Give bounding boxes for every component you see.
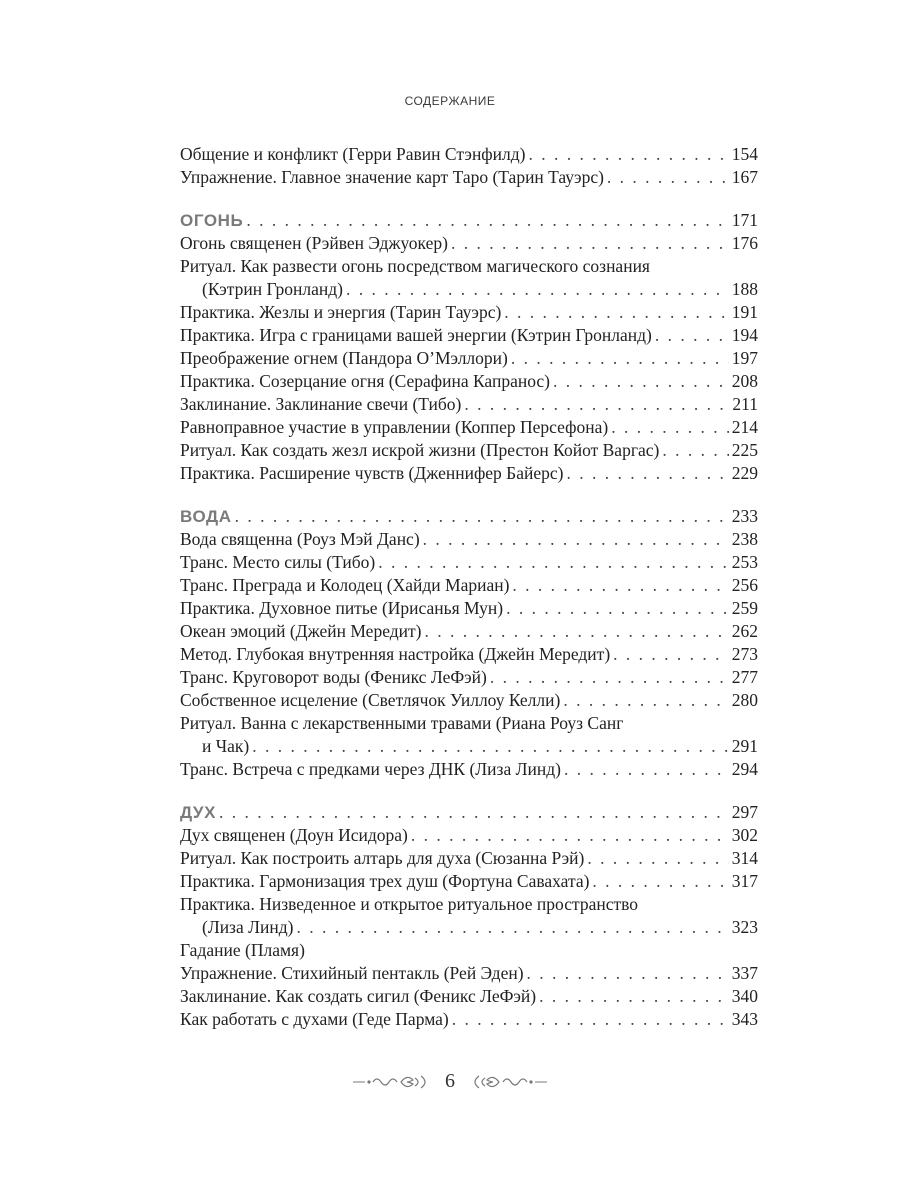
toc-entry-title: Равноправное участие в управлении (Коппер Персефона): [180, 417, 609, 437]
toc-entry: [180, 166, 758, 189]
toc-entry-title: Океан эмоций (Джейн Мередит): [180, 621, 422, 641]
dot-leader: [246, 209, 728, 232]
toc-section-heading: [180, 801, 758, 824]
toc-entry: [180, 643, 758, 666]
toc-entry: [180, 735, 758, 758]
toc-section-heading: [180, 209, 758, 232]
toc-entry: [180, 916, 758, 939]
toc-page-number: 253: [731, 552, 758, 572]
toc-entry-title: ВОДА: [180, 507, 232, 526]
dot-leader: [563, 689, 728, 712]
toc-page-number: 191: [731, 302, 758, 322]
toc-entry-title: Практика. Духовное питье (Ирисанья Мун): [180, 598, 504, 618]
toc-entry: [180, 255, 758, 278]
toc-entry-title: Ритуал. Как построить алтарь для духа (Сюзанна Рэй): [180, 848, 585, 868]
toc-page-number: 214: [731, 417, 758, 437]
toc-entry-title: Транс. Встреча с предками через ДНК (Лиза Линд): [180, 759, 561, 779]
toc-page-number: 280: [731, 690, 758, 710]
dot-leader: [655, 324, 729, 347]
toc-entry-title: Метод. Глубокая внутренняя настройка (Джейн Мередит): [180, 644, 611, 664]
toc-page-number: 343: [731, 1009, 758, 1029]
toc-entry: [180, 620, 758, 643]
toc-entry: [180, 574, 758, 597]
dot-leader: [504, 301, 728, 324]
toc-entry-title: Ритуал. Как развести огонь посредством магического сознания: [180, 256, 650, 276]
dot-leader: [539, 985, 729, 1008]
dot-leader: [346, 278, 729, 301]
toc-entry: [180, 847, 758, 870]
toc-page-number: 194: [731, 325, 758, 345]
toc-section-group: [180, 209, 758, 485]
toc-entry: [180, 528, 758, 551]
page-number: 6: [445, 1070, 455, 1092]
dot-leader: [662, 439, 728, 462]
toc-page-number: 294: [731, 759, 758, 779]
toc-entry: [180, 689, 758, 712]
toc-entry-title: Заклинание. Как создать сигил (Феникс ЛеФэй): [180, 986, 537, 1006]
left-ornament-icon: [351, 1073, 431, 1091]
toc-page-number: 291: [731, 736, 758, 756]
dot-leader: [411, 824, 729, 847]
toc-page-number: 337: [731, 963, 758, 983]
toc-page-number: 256: [731, 575, 758, 595]
toc-section-heading: [180, 505, 758, 528]
toc-page-number: 211: [732, 394, 758, 414]
toc-page-number: 259: [731, 598, 758, 618]
running-head: СОДЕРЖАНИЕ: [404, 94, 496, 108]
toc-page-number: 277: [731, 667, 758, 687]
toc-entry: [180, 462, 758, 485]
toc-page-number: 225: [731, 440, 758, 460]
toc-entry: [180, 393, 758, 416]
toc-section-group: [180, 505, 758, 781]
toc-page-number: 233: [731, 506, 758, 526]
right-ornament-icon: [469, 1073, 549, 1091]
toc-entry: [180, 597, 758, 620]
dot-leader: [506, 597, 729, 620]
toc-page-number: 262: [731, 621, 758, 641]
toc-entry-title: Общение и конфликт (Герри Равин Стэнфилд): [180, 144, 526, 164]
toc-section-group: [180, 801, 758, 1031]
toc-page-number: 167: [731, 167, 758, 187]
dot-leader: [464, 393, 729, 416]
toc-page-number: 188: [731, 279, 758, 299]
toc-page-number: 238: [731, 529, 758, 549]
dot-leader: [511, 347, 729, 370]
toc-page-number: 171: [731, 210, 758, 230]
dot-leader: [564, 758, 729, 781]
dot-leader: [587, 847, 728, 870]
dot-leader: [527, 962, 729, 985]
toc-entry: [180, 301, 758, 324]
toc-entry-title: Практика. Низведенное и открытое ритуальное пространство: [180, 894, 639, 914]
toc-entry: [180, 416, 758, 439]
toc-page-number: 154: [731, 144, 758, 164]
toc-page-number: 208: [731, 371, 758, 391]
toc-page-number: 314: [731, 848, 758, 868]
toc-entry: [180, 1008, 758, 1031]
dot-leader: [613, 643, 729, 666]
toc-entry-title: Практика. Жезлы и энергия (Тарин Тауэрс): [180, 302, 502, 322]
toc-entry-title: Транс. Место силы (Тибо): [180, 552, 376, 572]
toc-entry-title: Как работать с духами (Геде Парма): [180, 1009, 449, 1029]
toc-entry: [180, 232, 758, 255]
dot-leader: [219, 801, 729, 824]
dot-leader: [607, 166, 729, 189]
toc-page-number: 197: [731, 348, 758, 368]
toc-entry-title: ДУХ: [180, 803, 217, 822]
dot-leader: [296, 916, 728, 939]
toc-entry-title: Ритуал. Как создать жезл искрой жизни (Престон Койот Варгас): [180, 440, 660, 460]
toc-entry-title: Преображение огнем (Пандора О’Мэллори): [180, 348, 508, 368]
toc-entry-title: Практика. Созерцание огня (Серафина Капранос): [180, 371, 550, 391]
toc-page-number: 297: [731, 802, 758, 822]
dot-leader: [553, 370, 729, 393]
table-of-contents: [180, 143, 758, 1051]
toc-entry-title: Транс. Преграда и Колодец (Хайди Мариан): [180, 575, 510, 595]
toc-entry-title: ОГОНЬ: [180, 211, 244, 230]
toc-entry: [180, 939, 758, 962]
dot-leader: [378, 551, 729, 574]
dot-leader: [451, 232, 729, 255]
toc-entry-title: Заклинание. Заклинание свечи (Тибо): [180, 394, 462, 414]
dot-leader: [490, 666, 729, 689]
toc-entry-title: Вода священна (Роуз Мэй Данс): [180, 529, 420, 549]
toc-page-number: 302: [731, 825, 758, 845]
toc-entry: [180, 666, 758, 689]
toc-entry-title: Практика. Расширение чувств (Дженнифер Байерс): [180, 463, 564, 483]
toc-entry: [180, 278, 758, 301]
toc-entry-title: Гадание (Пламя): [180, 940, 305, 960]
dot-leader: [235, 505, 729, 528]
toc-page-number: 273: [731, 644, 758, 664]
dot-leader: [592, 870, 728, 893]
toc-entry-title: Собственное исцеление (Светлячок Уиллоу Келли): [180, 690, 561, 710]
dot-leader: [252, 735, 729, 758]
toc-entry-title: Практика. Игра с границами вашей энергии (Кэтрин Гронланд): [180, 325, 652, 345]
toc-page-number: 323: [731, 917, 758, 937]
toc-entry-title: Транс. Круговорот воды (Феникс ЛеФэй): [180, 667, 487, 687]
dot-leader: [566, 462, 728, 485]
toc-entry-title: (Лиза Линд): [202, 917, 294, 937]
toc-entry: [180, 370, 758, 393]
dot-leader: [424, 620, 728, 643]
toc-entry-title: Упражнение. Главное значение карт Таро (Тарин Тауэрс): [180, 167, 604, 187]
toc-entry: [180, 758, 758, 781]
dot-leader: [528, 143, 728, 166]
dot-leader: [423, 528, 729, 551]
toc-entry: [180, 870, 758, 893]
toc-entry-title: и Чак): [202, 736, 250, 756]
toc-entry-title: (Кэтрин Гронланд): [202, 279, 343, 299]
toc-intro-group: [180, 143, 758, 189]
toc-entry-title: Огонь священен (Рэйвен Эджуокер): [180, 233, 448, 253]
toc-entry: [180, 347, 758, 370]
dot-leader: [452, 1008, 729, 1031]
toc-page-number: 317: [731, 871, 758, 891]
toc-entry-title: Ритуал. Ванна с лекарственными травами (Риана Роуз Санг: [180, 713, 624, 733]
toc-entry: [180, 439, 758, 462]
toc-entry: [180, 985, 758, 1008]
toc-entry-title: Дух священен (Доун Исидора): [180, 825, 408, 845]
toc-entry: [180, 962, 758, 985]
toc-entry-title: Практика. Гармонизация трех душ (Фортуна Савахата): [180, 871, 590, 891]
toc-page-number: 176: [731, 233, 758, 253]
dot-leader: [611, 416, 729, 439]
toc-entry: [180, 551, 758, 574]
toc-entry: [180, 893, 758, 916]
toc-entry-title: Упражнение. Стихийный пентакль (Рей Эден): [180, 963, 524, 983]
page-footer: [0, 1070, 900, 1093]
toc-entry: [180, 712, 758, 735]
toc-entry: [180, 824, 758, 847]
toc-entry: [180, 324, 758, 347]
toc-page-number: 229: [731, 463, 758, 483]
toc-page-number: 340: [731, 986, 758, 1006]
toc-entry: [180, 143, 758, 166]
dot-leader: [512, 574, 728, 597]
